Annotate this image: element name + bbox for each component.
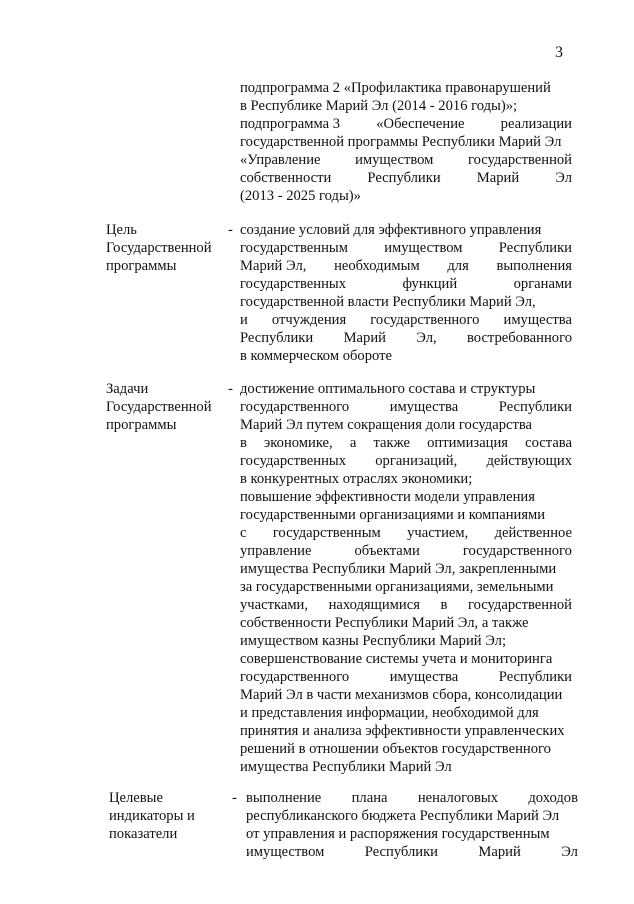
text-word: находящимися (328, 597, 420, 613)
intro-line: в Республике Марий Эл (2014 - 2016 годы)»; (240, 98, 518, 114)
section-text-line (240, 452, 572, 470)
section-label-line: программы (106, 258, 177, 274)
text-word: отчуждения (271, 312, 347, 328)
section-text-line: от управления и распоряжения государственным (246, 826, 550, 842)
text-word: организаций, (375, 453, 458, 469)
intro-word: «Обеспечение (376, 116, 465, 132)
text-word: Марий (478, 844, 521, 860)
text-word: Республики (498, 399, 572, 415)
section-text-line (240, 275, 572, 293)
text-word: действенное (494, 525, 572, 541)
text-word: участками, (240, 597, 309, 613)
section-label-line: программы (106, 417, 177, 433)
intro-word: государственной (467, 152, 572, 168)
text-word: и (240, 312, 248, 328)
section-text-line: за государственными организациями, земельными (240, 579, 554, 595)
text-word: экономике, (264, 435, 333, 451)
section-text-line (240, 596, 572, 614)
section-text-line: собственности Республики Марий Эл, а также (240, 615, 529, 631)
text-word: состава (525, 435, 572, 451)
section-text-line: создание условий для эффективного управления (240, 222, 542, 238)
intro-line: (2013 - 2025 годы)» (240, 188, 361, 204)
text-word: государственным (240, 240, 348, 256)
section-text-line: республиканского бюджета Республики Марий Эл (246, 808, 560, 824)
intro-word: имуществом (355, 152, 434, 168)
intro-word: Республики (367, 170, 441, 186)
text-word: объектами (354, 543, 420, 559)
text-word: Республики (240, 330, 314, 346)
text-word: выполнение (246, 790, 322, 806)
section-label-line: Целевые (109, 790, 163, 806)
text-word: Республики (364, 844, 438, 860)
text-word: государственным (272, 525, 381, 541)
section-text-line (240, 434, 572, 452)
section-text-line: достижение оптимального состава и структуры (240, 381, 536, 397)
section-text-line: имущества Республики Марий Эл (240, 759, 452, 775)
text-word: государственных (240, 453, 347, 469)
section-text-line: решений в отношении объектов государственного (240, 741, 551, 757)
text-word: также (373, 435, 410, 451)
section-label-line: индикаторы и (109, 808, 195, 824)
text-word: функций (402, 276, 458, 292)
text-word: Марий Эл, (240, 258, 307, 274)
text-word: управление (240, 543, 312, 559)
text-word: имущества (389, 669, 459, 685)
text-word: в (240, 435, 247, 451)
text-word: Республики (498, 240, 572, 256)
intro-line: государственной программы Республики Марий Эл (240, 134, 562, 150)
section-text-line (246, 789, 578, 807)
intro-word: Марий (476, 170, 520, 186)
section-text-line: имущества Республики Марий Эл, закрепленными (240, 561, 557, 577)
section-label-line: Государственной (106, 240, 212, 256)
section-label-line: Цель (106, 222, 137, 238)
intro-word: собственности (240, 170, 332, 186)
section-label-line: Задачи (106, 381, 149, 397)
intro-line: подпрограмма 2 «Профилактика правонарушений (240, 80, 551, 96)
section-label-line: Государственной (106, 399, 212, 415)
text-word: государственного (240, 399, 350, 415)
text-word: необходимым (334, 258, 420, 274)
section-text-line (240, 329, 572, 347)
text-word: имущества (503, 312, 572, 328)
section-text-line: Марий Эл путем сокращения доли государства (240, 417, 533, 433)
section-dash: - (228, 381, 233, 397)
text-word: государственного (370, 312, 480, 328)
text-word: имуществом (384, 240, 463, 256)
text-word: государственного (462, 543, 572, 559)
text-word: государственной (467, 597, 572, 613)
intro-word: Эл (555, 170, 572, 186)
intro-line (240, 151, 572, 169)
text-word: участием, (407, 525, 469, 541)
text-word: государственных (240, 276, 347, 292)
intro-word: «Управление (240, 152, 321, 168)
section-text-line (240, 398, 572, 416)
section-text-line (240, 239, 572, 257)
text-word: в (440, 597, 448, 613)
section-dash: - (232, 790, 237, 806)
text-word: органами (513, 276, 572, 292)
text-word: доходов (528, 790, 578, 806)
text-word: с (240, 525, 247, 541)
section-text-line: государственной власти Республики Марий Эл, (240, 294, 536, 310)
page-number: 3 (555, 44, 563, 61)
text-word: а (349, 435, 357, 451)
section-text-line (240, 668, 572, 686)
intro-word: подпрограмма 3 (240, 116, 341, 132)
intro-line (240, 115, 572, 133)
text-word: востребованного (467, 330, 572, 346)
text-word: выполнения (496, 258, 572, 274)
text-word: Республики (498, 669, 572, 685)
text-word: Эл, (416, 330, 437, 346)
section-label-line: показатели (109, 826, 178, 842)
section-text-line (246, 843, 578, 861)
intro-word: реализации (500, 116, 572, 132)
section-text-line (240, 542, 572, 560)
text-word: Марий (343, 330, 386, 346)
section-text-line (240, 257, 572, 275)
text-word: для (447, 258, 469, 274)
section-text-line: имуществом казны Республики Марий Эл; (240, 633, 507, 649)
section-text-line: и представления информации, необходимой для (240, 705, 539, 721)
text-word: имущества (389, 399, 459, 415)
text-word: имуществом (246, 844, 325, 860)
section-text-line: Марий Эл в части механизмов сбора, консолидации (240, 687, 563, 703)
text-word: государственного (240, 669, 350, 685)
section-text-line: принятия и анализа эффективности управленческих (240, 723, 565, 739)
intro-line (240, 169, 572, 187)
text-word: действующих (486, 453, 572, 469)
text-word: плана (351, 790, 388, 806)
section-text-line: в коммерческом обороте (240, 348, 392, 364)
section-text-line: в конкурентных отраслях экономики; (240, 471, 473, 487)
text-word: Эл (561, 844, 578, 860)
section-text-line (240, 524, 572, 542)
text-word: неналоговых (417, 790, 499, 806)
section-text-line (240, 311, 572, 329)
section-text-line: повышение эффективности модели управления (240, 489, 535, 505)
section-dash: - (228, 222, 233, 238)
section-text-line: государственными организациями и компаниями (240, 507, 546, 523)
section-text-line: совершенствование системы учета и мониторинга (240, 651, 553, 667)
text-word: оптимизация (427, 435, 509, 451)
